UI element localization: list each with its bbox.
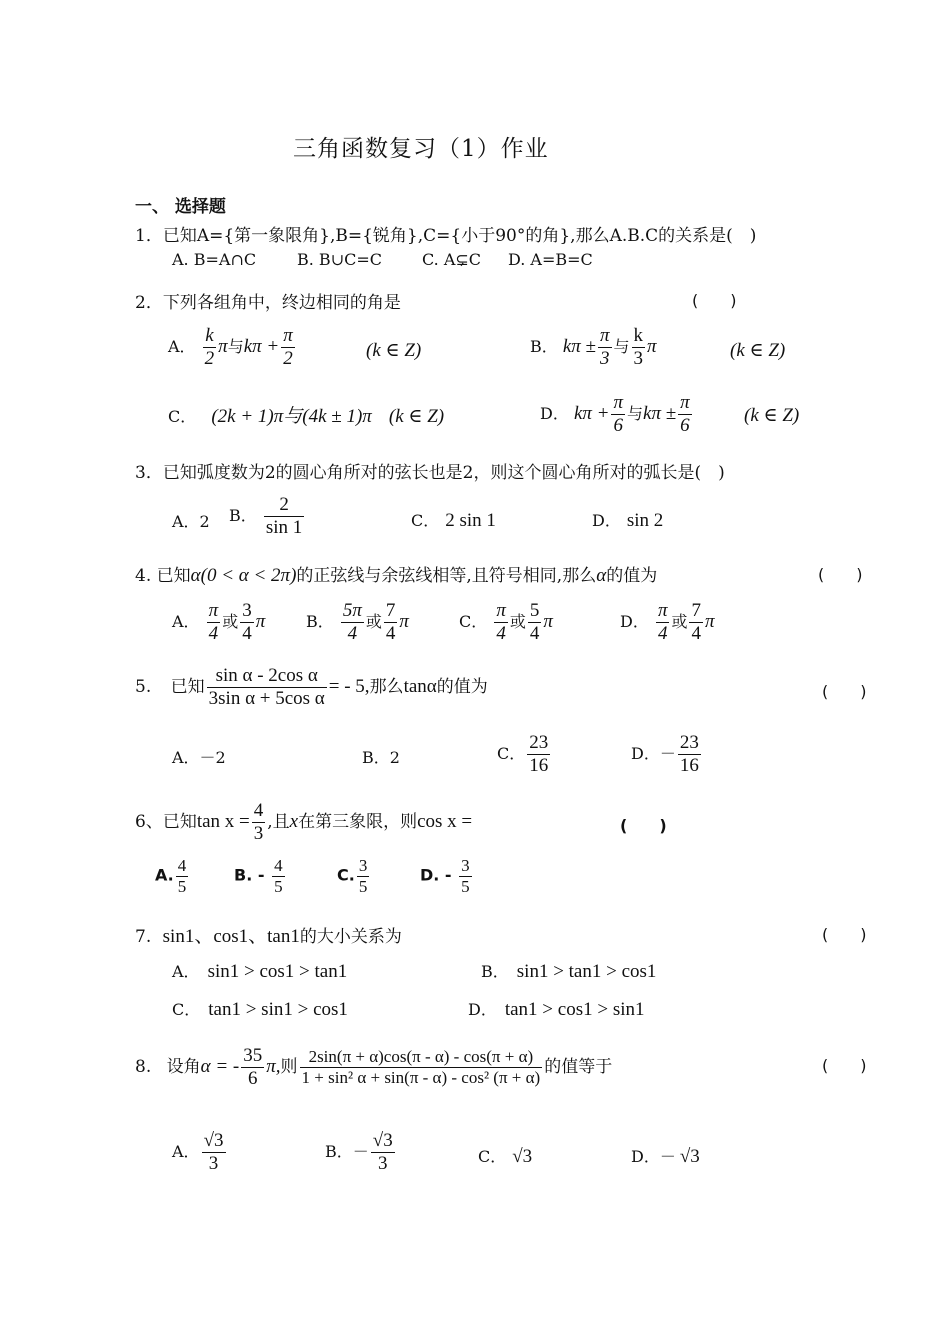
fraction: $\frac{7}{4}$ bbox=[385, 600, 396, 644]
question-text: 已知 bbox=[156, 566, 191, 586]
pi-symbol: π bbox=[218, 335, 228, 357]
q6-option-b bbox=[234, 856, 287, 896]
q7-option-a bbox=[172, 959, 347, 983]
option-label: D． bbox=[540, 403, 569, 423]
fraction: $\frac{\pi}{3}$ bbox=[600, 325, 610, 369]
q3-option-a: A．2 bbox=[172, 512, 210, 531]
q8-option-a bbox=[172, 1130, 228, 1175]
fraction: $\frac{\pi}{2}$ bbox=[283, 325, 293, 369]
conjunction: 或 bbox=[671, 611, 688, 631]
q2-answer-paren: ( ) bbox=[692, 291, 737, 310]
q3-option-b bbox=[229, 494, 306, 539]
question-2 bbox=[135, 288, 401, 313]
fraction: $\frac{\pi}{4}$ bbox=[657, 600, 668, 644]
term: kπ + bbox=[573, 402, 610, 424]
conjunction: 或 bbox=[509, 611, 526, 631]
question-number: 8. bbox=[135, 1056, 152, 1077]
q5-answer-paren: ( ) bbox=[822, 682, 867, 701]
fraction: $\frac{4}{5}$ bbox=[177, 856, 187, 896]
expression: tan1 > sin1 > cos1 bbox=[208, 999, 348, 1020]
q7-option-b bbox=[481, 959, 656, 983]
section-heading: 一、 选择题 bbox=[135, 197, 226, 217]
question-4 bbox=[135, 561, 657, 587]
fraction: $\frac{√3}{3}$ bbox=[203, 1130, 224, 1174]
pi-symbol: π bbox=[543, 610, 553, 632]
pi-symbol: π bbox=[399, 610, 409, 632]
question-1 bbox=[135, 221, 756, 246]
expression: √3 bbox=[679, 1146, 700, 1167]
q2-option-a-condition: (k ∈ Z) bbox=[366, 340, 422, 361]
q2-option-a bbox=[168, 325, 297, 370]
q7-answer-paren: ( ) bbox=[822, 925, 867, 944]
fraction: $\frac{\pi}{4}$ bbox=[496, 600, 506, 644]
expression: sin1 > cos1 > tan1 bbox=[207, 961, 348, 982]
q1-option-c: C. A⊊C bbox=[422, 250, 482, 269]
alpha-symbol: α bbox=[596, 565, 607, 586]
fraction: $\frac{2\sin(\pi + \alpha)\cos(\pi - \alpha) - \cos(\pi + \alpha)}{\text{1 + sin² α + sin(π - α) - cos² (π + α)}}$ bbox=[301, 1047, 541, 1087]
fraction: $\frac{7}{4}$ bbox=[691, 600, 701, 644]
question-text: 在第三象限，则 bbox=[298, 811, 418, 832]
question-text: 那么 bbox=[369, 676, 404, 697]
q4-option-a bbox=[172, 600, 265, 645]
variable: x bbox=[289, 810, 299, 832]
fraction: $\frac{23}{16}$ bbox=[679, 732, 699, 776]
q2-option-d-condition: (k ∈ Z) bbox=[744, 405, 800, 426]
fraction: $\frac{\pi}{6}$ bbox=[680, 392, 690, 436]
fraction: $\frac{4}{3}$ bbox=[253, 800, 264, 844]
q8-option-b bbox=[325, 1130, 397, 1175]
question-3 bbox=[135, 458, 725, 483]
q6-option-c bbox=[337, 856, 371, 896]
q2-option-b bbox=[530, 325, 657, 370]
fraction: $\frac{5\pi}{4}$ bbox=[342, 600, 362, 644]
question-number: 3． bbox=[135, 463, 163, 483]
fraction: $\frac{4}{5}$ bbox=[274, 856, 283, 896]
conjunction: 或 bbox=[365, 611, 382, 631]
option-label: D．－ bbox=[631, 1147, 676, 1166]
question-text: 的值等于 bbox=[544, 1056, 613, 1077]
option-label: C． bbox=[172, 1000, 201, 1019]
question-number: 4. bbox=[135, 566, 152, 586]
q4-option-d bbox=[620, 600, 715, 645]
option-label: A． bbox=[172, 1141, 200, 1161]
q2-option-d bbox=[540, 392, 694, 437]
q4-option-b bbox=[306, 600, 409, 645]
option-label: B. bbox=[234, 865, 253, 885]
option-label: C． bbox=[459, 611, 488, 631]
conjunction: 或 bbox=[222, 611, 239, 631]
option-label: D. bbox=[420, 865, 440, 885]
question-number: 1． bbox=[135, 226, 163, 246]
q5-option-c bbox=[497, 732, 552, 777]
page-title: 三角函数复习（1）作业 bbox=[293, 136, 549, 162]
question-text: 下列各组角中，终边相同的角是 bbox=[162, 293, 401, 313]
question-number: 2． bbox=[135, 293, 163, 313]
option-label: B． bbox=[306, 611, 334, 631]
term: kπ ± bbox=[643, 402, 677, 424]
fraction: $\frac{\pi}{6}$ bbox=[613, 392, 623, 436]
tan-expression: tan x = bbox=[196, 810, 250, 832]
question-6 bbox=[135, 800, 472, 845]
question-text: 的值为 bbox=[606, 566, 658, 586]
fraction: $\frac{k}{3}$ bbox=[633, 325, 644, 369]
option-label: B． bbox=[481, 962, 509, 981]
term: kπ ± bbox=[562, 335, 596, 357]
cos-expression: cos x = bbox=[417, 810, 473, 832]
q4-answer-paren: ( ) bbox=[818, 565, 863, 584]
fraction: $\frac{\text{sin α - 2cos α}}{\text{3sin α + 5cos α}}$ bbox=[208, 665, 325, 709]
expression: 2 sin 1 bbox=[445, 510, 496, 531]
option-label: A． bbox=[172, 962, 200, 981]
q5-option-b: B．2 bbox=[362, 748, 400, 767]
question-text: 的值为 bbox=[436, 676, 488, 697]
fraction: $\frac{k}{2}$ bbox=[204, 325, 215, 369]
question-text: 已知A={第一象限角},B={锐角},C={小于90°的角},那么A.B.C的关系是( ) bbox=[162, 226, 757, 246]
sign: - bbox=[439, 865, 458, 885]
question-number: 7. bbox=[135, 927, 152, 947]
question-number: 5. bbox=[135, 676, 152, 697]
question-5 bbox=[135, 665, 488, 710]
option-label: C． bbox=[168, 407, 197, 426]
option-label: D． bbox=[468, 1000, 497, 1019]
q8-option-d bbox=[631, 1144, 700, 1168]
pi-symbol: π bbox=[647, 335, 657, 357]
option-label: A． bbox=[168, 336, 196, 356]
sign: - bbox=[252, 865, 271, 885]
conjunction: 与 bbox=[613, 336, 630, 356]
fraction: $\frac{5}{4}$ bbox=[529, 600, 540, 644]
option-label: B．－ bbox=[325, 1141, 369, 1161]
equation: = - 5, bbox=[328, 675, 370, 697]
q3-option-d bbox=[592, 508, 663, 532]
expression: √3 bbox=[512, 1146, 533, 1167]
pi-symbol: π, bbox=[266, 1055, 281, 1077]
option-label: C． bbox=[497, 743, 526, 763]
question-text: 已知弧度数为2的圆心角所对的弦长也是2，则这个圆心角所对的弧长是( ) bbox=[162, 463, 725, 483]
conjunction: 与 bbox=[227, 336, 244, 356]
q1-option-b: B. B∪C=C bbox=[297, 250, 382, 269]
fraction: $\frac{35}{6}$ bbox=[243, 1045, 263, 1089]
question-text: ,且 bbox=[267, 811, 290, 832]
q8-option-c bbox=[478, 1144, 532, 1168]
q8-answer-paren: ( ) bbox=[822, 1056, 867, 1075]
fraction: $\frac{23}{16}$ bbox=[529, 732, 549, 776]
expression: tan1 > cos1 > sin1 bbox=[504, 999, 645, 1020]
fraction: $\frac{\pi}{4}$ bbox=[208, 600, 219, 644]
q2-option-c bbox=[168, 401, 444, 428]
fraction: $\frac{√3}{3}$ bbox=[372, 1130, 393, 1174]
conjunction: 与 bbox=[627, 403, 644, 423]
q2-option-b-condition: (k ∈ Z) bbox=[730, 340, 786, 361]
q5-option-d bbox=[631, 732, 703, 777]
q4-option-c bbox=[459, 600, 553, 645]
option-label: C． bbox=[411, 511, 440, 530]
option-label: B． bbox=[229, 505, 257, 525]
option-label: D． bbox=[592, 511, 621, 530]
q6-option-d bbox=[420, 856, 474, 896]
question-text: 已知 bbox=[162, 811, 197, 832]
fraction: $\frac{3}{5}$ bbox=[358, 856, 368, 896]
fraction: $\frac{3}{4}$ bbox=[242, 600, 252, 644]
option-label: D．－ bbox=[631, 743, 676, 763]
q3-option-c bbox=[411, 508, 496, 532]
condition: α(0 < α < 2π) bbox=[190, 565, 297, 586]
option-label: A． bbox=[172, 611, 200, 631]
question-7 bbox=[135, 921, 402, 948]
q7-option-c bbox=[172, 997, 348, 1021]
expression: sin 2 bbox=[626, 510, 664, 531]
q6-answer-paren: ( ) bbox=[620, 816, 667, 835]
condition: (k ∈ Z) bbox=[388, 406, 445, 427]
question-text: 的大小关系为 bbox=[299, 927, 402, 947]
question-text: 已知 bbox=[170, 676, 205, 697]
expression: (2k + 1)π与(4k ± 1)π bbox=[211, 406, 372, 427]
option-label: C． bbox=[478, 1147, 507, 1166]
expression: sin1、cos1、tan1 bbox=[162, 926, 300, 947]
tan-expression: tanα bbox=[403, 675, 437, 697]
question-text: 则 bbox=[280, 1056, 298, 1077]
expression: sin1 > tan1 > cos1 bbox=[516, 961, 657, 982]
pi-symbol: π bbox=[704, 610, 715, 632]
option-label: C. bbox=[337, 865, 355, 885]
option-label: D． bbox=[620, 611, 649, 631]
alpha-expression: α = - bbox=[200, 1055, 240, 1077]
q6-option-a bbox=[155, 856, 190, 896]
q1-option-a: A. B=A∩C bbox=[172, 250, 257, 269]
q5-option-a: A．－2 bbox=[172, 748, 226, 767]
option-label: A. bbox=[155, 865, 174, 885]
fraction: $\frac{2}{\sin 1}$ bbox=[265, 494, 303, 538]
fraction: $\frac{3}{5}$ bbox=[461, 856, 470, 896]
q1-option-d: D. A=B=C bbox=[508, 250, 593, 269]
pi-symbol: π bbox=[255, 610, 266, 632]
question-text: 的正弦线与余弦线相等,且符号相同,那么 bbox=[296, 566, 597, 586]
option-label: B． bbox=[530, 336, 558, 356]
q7-option-d bbox=[468, 997, 645, 1021]
question-text: 设角 bbox=[166, 1056, 201, 1077]
term: kπ + bbox=[243, 335, 280, 357]
question-8 bbox=[135, 1045, 612, 1090]
question-number: 6、 bbox=[135, 811, 163, 832]
